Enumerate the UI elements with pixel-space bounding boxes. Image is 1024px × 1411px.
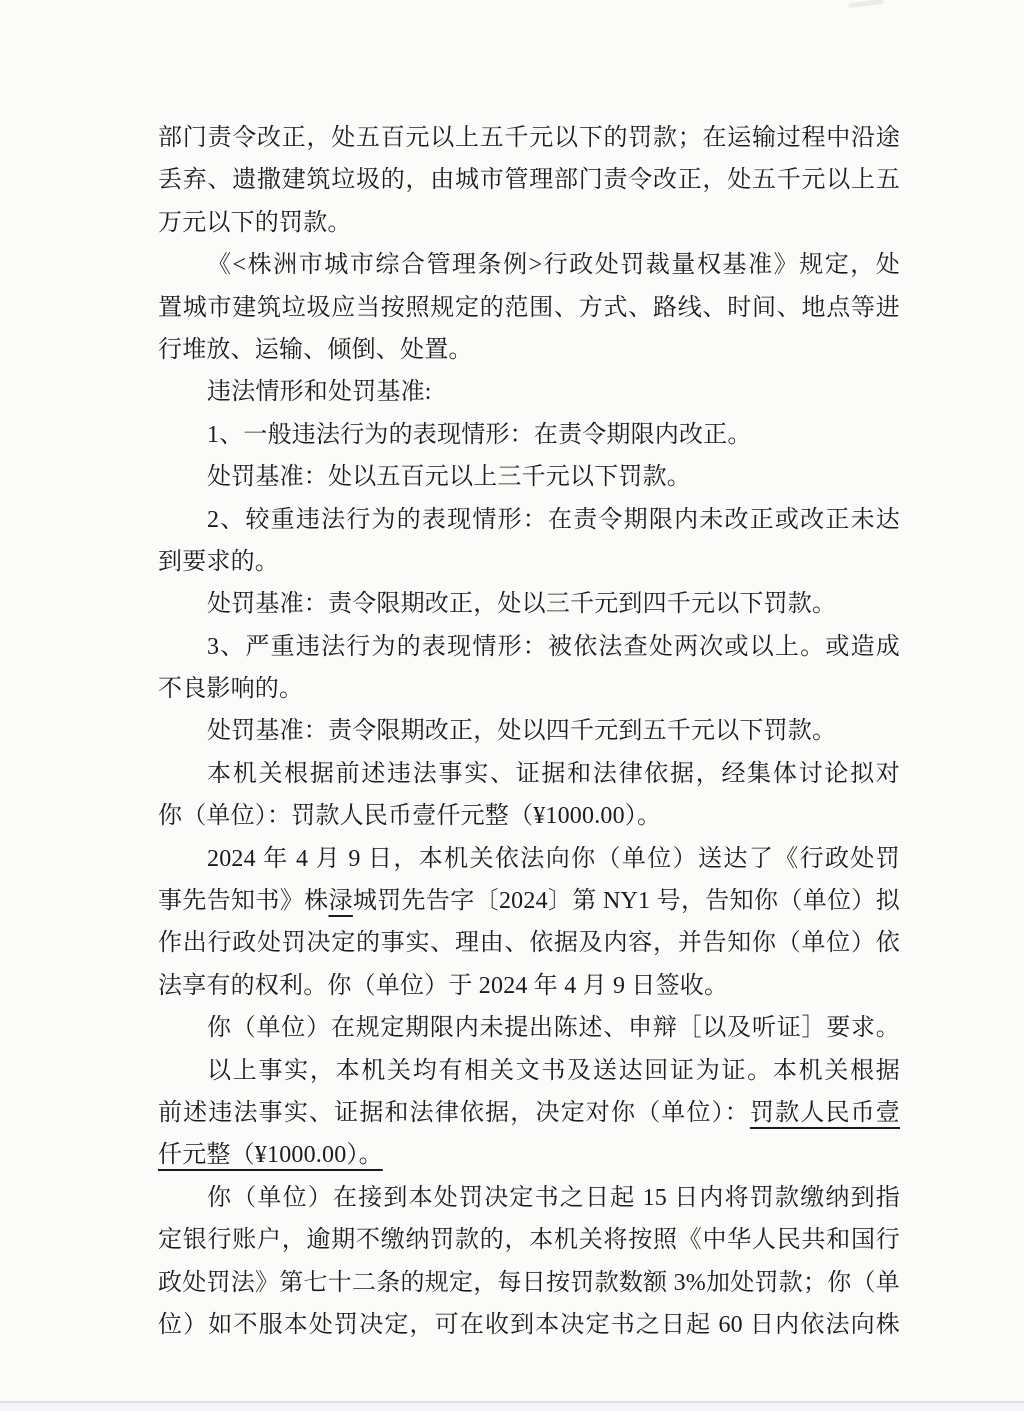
text-segment: 1、一般违法行为的表现情形：在责令期限内改正。 [207, 421, 752, 448]
text-segment: 城罚先告字〔2024〕第 NY1 号，告知你（单位）拟 [352, 888, 900, 915]
text-segment: 3、严重违法行为的表现情形：被依法查处两次或以上。或造成 [207, 633, 900, 660]
text-segment: 处罚基准：处以五百元以上三千元以下罚款。 [207, 464, 691, 491]
text-segment: 不良影响的。 [158, 676, 304, 703]
text-segment: 处罚基准：责令限期改正，处以四千元到五千元以下罚款。 [207, 718, 837, 745]
text-segment: 作出行政处罚决定的事实、理由、依据及内容，并告知你（单位）依 [158, 930, 900, 957]
text-segment: 政处罚法》第七十二条的规定，每日按罚款数额 3%加处罚款；你（单 [158, 1269, 900, 1296]
text-line [158, 499, 900, 541]
text-segment: 2024 年 4 月 9 日，本机关依法向你（单位）送达了《行政处罚 [207, 845, 900, 872]
text-line [158, 1134, 900, 1176]
underlined-text-segment: 仟元整（¥1000.00）。 [158, 1142, 383, 1169]
text-line [158, 456, 900, 498]
text-line [158, 287, 900, 329]
text-segment: 《<株洲市城市综合管理条例>行政处罚裁量权基准》规定，处 [207, 252, 900, 279]
text-line [158, 202, 900, 244]
text-line [158, 838, 900, 880]
text-segment: 定银行账户，逾期不缴纳罚款的，本机关将按照《中华人民共和国行 [158, 1227, 900, 1254]
text-line [158, 668, 900, 710]
text-line [158, 710, 900, 752]
text-segment: 丢弃、遗撒建筑垃圾的，由城市管理部门责令改正，处五千元以上五 [158, 167, 900, 194]
text-segment: 你（单位）在接到本处罚决定书之日起 15 日内将罚款缴纳到指 [207, 1184, 900, 1211]
text-segment: 置城市建筑垃圾应当按照规定的范围、方式、路线、时间、地点等进 [158, 294, 900, 321]
text-line [158, 626, 900, 668]
text-segment: 违法情形和处罚基准: [207, 379, 432, 406]
text-segment: 以上事实，本机关均有相关文书及送达回证为证。本机关根据 [207, 1057, 900, 1084]
text-line [158, 1050, 900, 1092]
text-segment: 部门责令改正，处五百元以上五千元以下的罚款；在运输过程中沿途 [158, 125, 900, 151]
underlined-text-segment: 罚款人民币壹 [749, 1099, 900, 1126]
text-line [158, 414, 900, 456]
text-line [158, 371, 900, 413]
text-segment: 处罚基准：责令限期改正，处以三千元到四千元以下罚款。 [207, 591, 837, 618]
text-segment: 万元以下的罚款。 [158, 209, 352, 236]
text-line [158, 795, 900, 837]
text-segment: 2、较重违法行为的表现情形：在责令期限内未改正或改正未达 [207, 506, 900, 533]
text-line [158, 541, 900, 583]
scan-edge-shadow [0, 1403, 1024, 1411]
text-line [158, 965, 900, 1007]
text-segment: 到要求的。 [158, 548, 279, 575]
text-segment: 前述违法事实、证据和法律依据，决定对你（单位）： [158, 1099, 750, 1126]
text-line [158, 1007, 900, 1049]
text-segment: 你（单位）在规定期限内未提出陈述、申辩［以及听证］要求。 [207, 1015, 900, 1042]
text-line [158, 1304, 900, 1346]
scan-artifact-top-right [848, 0, 884, 8]
text-segment: 位）如不服本处罚决定，可在收到本决定书之日起 60 日内依法向株 [158, 1311, 900, 1338]
text-line [158, 583, 900, 625]
text-segment: 事先告知书》株 [158, 888, 329, 915]
text-line [158, 753, 900, 795]
text-line [158, 1177, 900, 1219]
underlined-text-segment: 渌 [328, 888, 353, 915]
text-line [158, 922, 900, 964]
text-line [158, 329, 900, 371]
text-line [158, 244, 900, 286]
text-segment: 法享有的权利。你（单位）于 2024 年 4 月 9 日签收。 [158, 972, 729, 999]
text-segment: 你（单位）：罚款人民币壹仟元整（¥1000.00）。 [158, 803, 662, 830]
text-line [158, 1092, 900, 1134]
text-segment: 本机关根据前述违法事实、证据和法律依据，经集体讨论拟对 [207, 760, 900, 787]
text-line [158, 117, 900, 159]
text-segment: 行堆放、运输、倾倒、处置。 [158, 336, 473, 363]
text-line [158, 1219, 900, 1261]
document-body [158, 117, 900, 1346]
text-line [158, 159, 900, 201]
text-line [158, 880, 900, 922]
text-line [158, 1262, 900, 1304]
